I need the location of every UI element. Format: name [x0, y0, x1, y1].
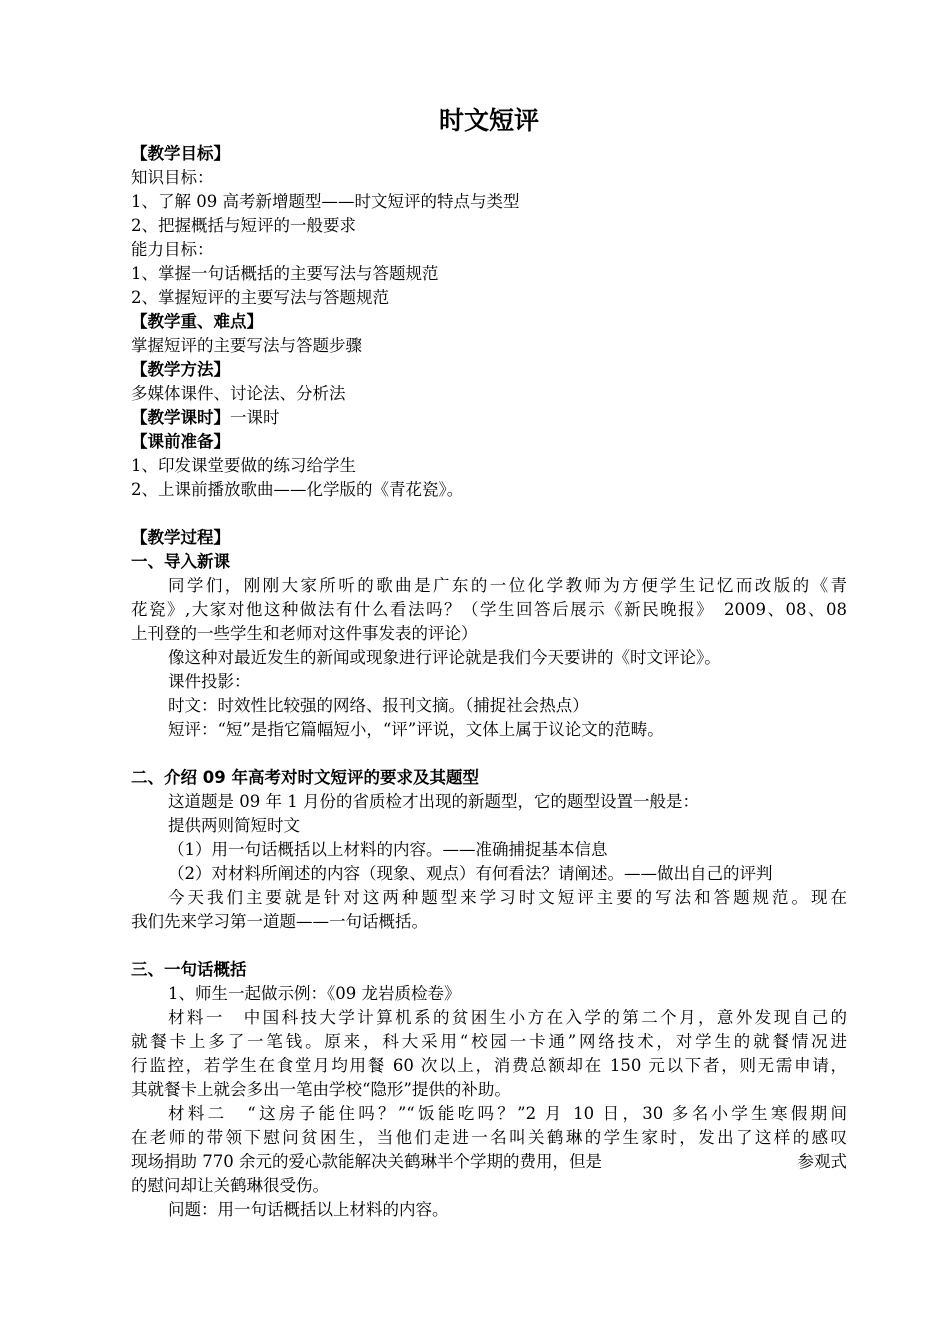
section1-line: 时文：时效性比较强的网络、报刊文摘。（捕捉社会热点）	[168, 696, 589, 715]
section1-line: 上刊登的一些学生和老师对这件事发表的评论）	[131, 624, 478, 643]
preparation-item: 1、印发课堂要做的练习给学生	[131, 456, 356, 475]
section2-line: 我们先来学习第一道题——一句话概括。	[131, 912, 428, 931]
material2-line: 在老师的带领下慰问贫困生，当他们走进一名叫关鹤琳的学生家时，发出了这样的感叹	[131, 1128, 847, 1147]
hours-text: 一课时	[230, 408, 280, 427]
ability-label: 能力目标：	[131, 240, 214, 259]
key-points-text: 掌握短评的主要写法与答题步骤	[131, 336, 362, 355]
section2-heading: 二、介绍 09 年高考对时文短评的要求及其题型	[131, 768, 479, 787]
section2-line: （2）对材料所阐述的内容（现象、观点）有何看法？请阐述。——做出自己的评判	[168, 864, 773, 883]
section2-line: 这道题是 09 年 1 月份的省质检才出现的新题型，它的题型设置一般是：	[168, 792, 699, 811]
key-points-heading: 【教学重、难点】	[131, 312, 263, 331]
preparation-heading: 【课前准备】	[131, 432, 230, 451]
material2-line-right: 参观式	[797, 1152, 847, 1171]
material1-line: 行监控，若学生在食堂月均用餐 60 次以上，消费总额却在 150 元以下者，则无需申请，	[131, 1056, 847, 1075]
material1-line: 其就餐卡上就会多出一笔由学校“隐形”提供的补助。	[131, 1080, 511, 1099]
knowledge-item: 1、了解 09 高考新增题型——时文短评的特点与类型	[131, 192, 520, 211]
document-title: 时文短评	[438, 106, 539, 135]
section3-heading: 三、一句话概括	[131, 960, 247, 979]
preparation-item: 2、上课前播放歌曲——化学版的《青花瓷》。	[131, 480, 464, 499]
material1-line: 材料一 中国科技大学计算机系的贫困生小方在入学的第二个月，意外发现自己的	[168, 1008, 847, 1027]
methods-heading: 【教学方法】	[131, 360, 230, 379]
section1-line: 像这种对最近发生的新闻或现象进行评论就是我们今天要讲的《时文评论》。	[168, 648, 721, 667]
question-line: 问题：用一句话概括以上材料的内容。	[168, 1200, 449, 1219]
methods-text: 多媒体课件、讨论法、分析法	[131, 384, 346, 403]
material2-line: 的慰问却让关鹤琳很受伤。	[131, 1176, 329, 1195]
process-heading: 【教学过程】	[131, 528, 230, 547]
section1-line: 课件投影：	[168, 672, 251, 691]
material2-line: 材料二 “这房子能住吗？”“饭能吃吗？”2 月 10 日，30 多名小学生寒假期间	[168, 1104, 847, 1123]
ability-item: 1、掌握一句话概括的主要写法与答题规范	[131, 264, 439, 283]
hours-heading: 【教学课时】	[131, 408, 230, 427]
section2-line: 提供两则简短时文	[168, 816, 300, 835]
knowledge-label: 知识目标：	[131, 168, 214, 187]
material2-line-left: 现场捐助 770 余元的爱心款能解决关鹤琳半个学期的费用，但是	[131, 1152, 602, 1171]
example-line: 1、师生一起做示例：《09 龙岩质检卷》	[168, 984, 461, 1003]
hours-row	[131, 406, 847, 430]
objectives-heading: 【教学目标】	[131, 144, 230, 163]
section2-line: 今天我们主要就是针对这两种题型来学习时文短评主要的写法和答题规范。现在	[168, 888, 847, 907]
ability-item: 2、掌握短评的主要写法与答题规范	[131, 288, 389, 307]
material2-line	[131, 1150, 847, 1174]
material1-line: 就餐卡上多了一笔钱。原来，科大采用“校园一卡通”网络技术，对学生的就餐情况进	[131, 1032, 847, 1051]
section1-line: 花瓷》,大家对他这种做法有什么看法吗？（学生回答后展示《新民晚报》 2009、08、08	[131, 600, 847, 619]
section1-line: 同学们，刚刚大家所听的歌曲是广东的一位化学教师为方便学生记忆而改版的《青	[168, 576, 847, 595]
section1-line: 短评：“短”是指它篇幅短小，“评”评说，文体上属于议论文的范畴。	[168, 720, 664, 739]
knowledge-item: 2、把握概括与短评的一般要求	[131, 216, 356, 235]
document-page	[131, 104, 847, 1222]
section1-heading: 一、导入新课	[131, 552, 230, 571]
section2-line: （1）用一句话概括以上材料的内容。——准确捕捉基本信息	[168, 840, 608, 859]
